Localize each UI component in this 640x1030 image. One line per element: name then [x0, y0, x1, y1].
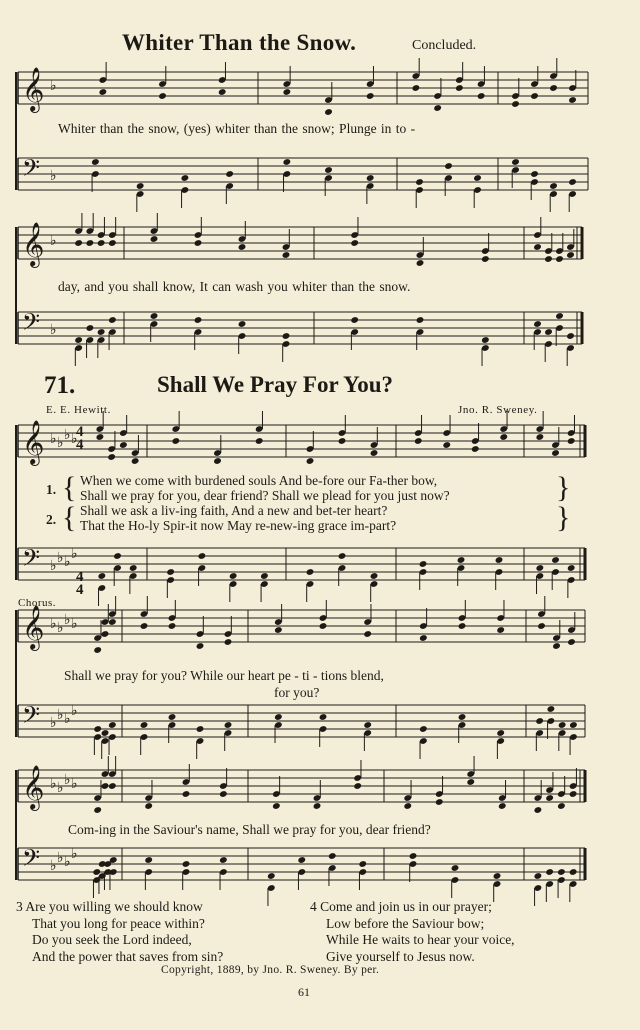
note-head: [403, 802, 412, 810]
note-head: [471, 445, 480, 453]
note-head: [549, 84, 558, 92]
note-head: [196, 725, 205, 733]
note-head: [194, 316, 203, 324]
note-head: [272, 802, 281, 810]
flat-sign-icon: ♭: [50, 78, 57, 94]
note-head: [274, 626, 283, 634]
note-head: [530, 92, 539, 100]
note-head: [457, 556, 466, 564]
note-head: [419, 560, 428, 568]
note-head: [481, 255, 490, 263]
note-head: [458, 713, 467, 721]
verse1-brace-right: }: [556, 471, 571, 504]
note-head: [93, 646, 102, 654]
note-head: [113, 552, 122, 560]
flat-sign-icon: ♭: [57, 550, 64, 566]
flat-sign-icon: ♭: [57, 780, 64, 796]
note-head: [414, 437, 423, 445]
note-head: [91, 158, 100, 166]
hymn1-concluded-note: Concluded.: [412, 38, 477, 53]
note-head: [101, 729, 110, 737]
note-head: [238, 320, 247, 328]
note-head: [218, 88, 227, 96]
note-head: [458, 622, 467, 630]
note-head: [455, 84, 464, 92]
note-head: [444, 162, 453, 170]
note-head: [97, 572, 106, 580]
note-head: [350, 239, 359, 247]
note-head: [419, 725, 428, 733]
note-head: [101, 782, 110, 790]
note-head: [168, 713, 177, 721]
chorus-label: Chorus.: [18, 597, 57, 609]
note-head: [477, 92, 486, 100]
verse2-line2: That the Ho-ly Spir-it now May re-new-ing grace im-part?: [80, 518, 397, 533]
note-head: [196, 642, 205, 650]
note-head: [535, 433, 544, 441]
note-head: [229, 572, 238, 580]
chorus-line1: Shall we pray for you? While our heart pe - ti - tions blend,: [64, 668, 384, 683]
treble-clef-icon: 𝄞: [22, 67, 45, 111]
stanza-4: 4 Come and join us in our prayer; Low before the Saviour bow; While He waits to hear your voice, Give yourself to Jesus now.: [310, 899, 515, 964]
bass-clef-icon: 𝄢: [22, 701, 41, 734]
note-head: [93, 806, 102, 814]
note-head: [511, 100, 520, 108]
note-head: [181, 174, 190, 182]
note-head: [535, 717, 544, 725]
note-head: [144, 802, 153, 810]
note-head: [358, 860, 367, 868]
note-head: [419, 634, 428, 642]
note-head: [567, 437, 576, 445]
verse2-number: 2.: [46, 512, 57, 527]
note-head: [511, 158, 520, 166]
note-head: [451, 864, 460, 872]
flat-sign-icon: ♭: [64, 612, 71, 628]
note-head: [93, 725, 102, 733]
flat-sign-icon: ♭: [64, 711, 71, 727]
time-signature: 4 4: [76, 424, 84, 453]
flat-sign-icon: ♭: [71, 616, 78, 632]
verse1-line1: When we come with burdened souls And be-fore our Fa-ther bow,: [80, 473, 438, 488]
note-head: [555, 312, 564, 320]
bass-clef-icon: 𝄢: [22, 544, 41, 577]
note-head: [473, 174, 482, 182]
verse2-brace-right: }: [556, 501, 571, 534]
flat-sign-icon: ♭: [50, 776, 57, 792]
note-head: [225, 170, 234, 178]
note-head: [150, 312, 159, 320]
note-head: [282, 251, 291, 259]
note-head: [551, 556, 560, 564]
note-head: [350, 316, 359, 324]
note-head: [499, 433, 508, 441]
stanza-3: 3 Are you willing we should know That you long for peace within? Do you seek the Lord indeed, And the power that saves from sin?: [16, 899, 224, 964]
treble-clef-icon: 𝄞: [22, 605, 45, 649]
flat-sign-icon: ♭: [50, 558, 57, 574]
flat-sign-icon: ♭: [64, 554, 71, 570]
note-head: [96, 433, 105, 441]
flat-sign-icon: ♭: [57, 850, 64, 866]
note-head: [415, 178, 424, 186]
note-head: [282, 88, 291, 96]
note-head: [433, 104, 442, 112]
note-head: [282, 158, 291, 166]
note-head: [338, 552, 347, 560]
hymn1-lyrics-line2: day, and you shall know, It can wash you whiter than the snow.: [58, 279, 411, 294]
note-head: [366, 92, 375, 100]
note-head: [498, 802, 507, 810]
flat-sign-icon: ♭: [50, 168, 57, 184]
bass-clef-icon: 𝄢: [22, 844, 41, 877]
note-head: [140, 721, 149, 729]
note-head: [442, 441, 451, 449]
bass-time-signature: 4 4: [76, 569, 84, 598]
chorus-echo: for you?: [274, 685, 320, 700]
hymn1-title: Whiter Than the Snow.: [122, 30, 357, 55]
note-head: [182, 790, 191, 798]
note-head: [129, 564, 138, 572]
note-head: [555, 255, 564, 263]
note-head: [533, 320, 542, 328]
verse2-line1: Shall we ask a liv-ing faith, And a new and bet-ter heart?: [80, 503, 388, 518]
note-head: [530, 170, 539, 178]
note-head: [568, 178, 577, 186]
note-head: [567, 638, 576, 646]
note-head: [297, 856, 306, 864]
flat-sign-icon: ♭: [71, 703, 78, 719]
treble-clef-icon: 𝄞: [22, 765, 45, 809]
note-head: [267, 872, 276, 880]
hymn2-number: 71.: [44, 372, 76, 399]
note-head: [370, 449, 379, 457]
note-head: [545, 794, 554, 802]
note-head: [74, 239, 83, 247]
flat-sign-icon: ♭: [50, 715, 57, 731]
note-head: [219, 790, 228, 798]
note-head: [108, 239, 117, 247]
note-head: [534, 872, 543, 880]
flat-sign-icon: ♭: [64, 427, 71, 443]
bass-clef-icon: 𝄢: [22, 154, 41, 187]
note-head: [495, 556, 504, 564]
note-head: [416, 316, 425, 324]
note-head: [150, 235, 159, 243]
note-head: [136, 182, 145, 190]
note-head: [108, 721, 117, 729]
note-head: [282, 332, 291, 340]
treble-clef-icon: 𝄞: [22, 420, 45, 464]
note-head: [569, 790, 578, 798]
note-head: [535, 564, 544, 572]
note-head: [140, 622, 149, 630]
copyright-notice: Copyright, 1889, by Jno. R. Sweney. By per.: [161, 964, 380, 976]
note-head: [566, 251, 575, 259]
note-head: [324, 108, 333, 116]
note-head: [558, 721, 567, 729]
note-head: [224, 638, 233, 646]
hymn2-composer: Jno. R. Sweney.: [458, 404, 538, 416]
note-head: [551, 449, 560, 457]
note-head: [168, 622, 177, 630]
note-head: [324, 166, 333, 174]
note-head: [107, 453, 116, 461]
note-head: [568, 96, 577, 104]
note-head: [557, 868, 566, 876]
bass-clef-icon: 𝄢: [22, 308, 41, 341]
note-head: [328, 852, 337, 860]
verse2-brace: {: [62, 501, 77, 534]
flat-sign-icon: ♭: [64, 854, 71, 870]
flat-sign-icon: ♭: [71, 776, 78, 792]
note-head: [493, 872, 502, 880]
hymn2-title: Shall We Pray For You?: [157, 372, 393, 397]
note-head: [86, 324, 95, 332]
note-head: [545, 868, 554, 876]
verse1-line2: Shall we pray for you, dear friend? Shall we plead for you just now?: [80, 488, 450, 503]
note-head: [363, 721, 372, 729]
note-head: [416, 259, 425, 267]
verse1-brace: {: [62, 471, 77, 504]
note-head: [98, 88, 107, 96]
note-head: [412, 84, 421, 92]
flat-sign-icon: ♭: [57, 435, 64, 451]
note-head: [567, 564, 576, 572]
note-head: [198, 552, 207, 560]
flat-sign-icon: ♭: [71, 546, 78, 562]
note-head: [171, 437, 180, 445]
treble-clef-icon: 𝄞: [22, 222, 45, 266]
note-head: [533, 243, 542, 251]
note-head: [435, 798, 444, 806]
note-head: [166, 568, 175, 576]
hymn1-lyrics-line1: Whiter than the snow, (yes) whiter than the snow; Plunge in to -: [58, 121, 416, 136]
flat-sign-icon: ♭: [64, 772, 71, 788]
note-head: [569, 868, 578, 876]
note-head: [496, 729, 505, 737]
note-head: [549, 182, 558, 190]
flat-sign-icon: ♭: [71, 431, 78, 447]
note-head: [119, 441, 128, 449]
flat-sign-icon: ♭: [50, 431, 57, 447]
flat-sign-icon: ♭: [50, 233, 57, 249]
note-head: [108, 316, 117, 324]
note-head: [260, 572, 269, 580]
note-head: [544, 328, 553, 336]
note-head: [213, 457, 222, 465]
flat-sign-icon: ♭: [50, 858, 57, 874]
note-head: [255, 437, 264, 445]
note-head: [409, 852, 418, 860]
note-head: [97, 239, 106, 247]
note-head: [557, 802, 566, 810]
hymn2-author: E. E. Hewitt.: [46, 404, 111, 416]
note-head: [274, 713, 283, 721]
flat-sign-icon: ♭: [50, 322, 57, 338]
note-head: [101, 630, 110, 638]
note-head: [366, 174, 375, 182]
note-head: [481, 336, 490, 344]
note-head: [97, 328, 106, 336]
note-head: [158, 92, 167, 100]
flat-sign-icon: ♭: [57, 620, 64, 636]
note-head: [194, 239, 203, 247]
note-head: [224, 721, 233, 729]
note-head: [496, 626, 505, 634]
note-head: [552, 642, 561, 650]
note-head: [108, 618, 117, 626]
note-head: [544, 255, 553, 263]
note-head: [144, 856, 153, 864]
note-head: [313, 802, 322, 810]
note-head: [537, 622, 546, 630]
page-number: 61: [298, 985, 310, 999]
verse1-number: 1.: [46, 482, 57, 497]
note-head: [363, 630, 372, 638]
note-head: [86, 239, 95, 247]
note-head: [74, 336, 83, 344]
note-head: [238, 243, 247, 251]
note-head: [566, 332, 575, 340]
flat-sign-icon: ♭: [50, 616, 57, 632]
note-head: [131, 457, 140, 465]
note-head: [547, 705, 556, 713]
note-head: [306, 568, 315, 576]
flat-sign-icon: ♭: [71, 846, 78, 862]
note-head: [534, 806, 543, 814]
chorus-line2: Com-ing in the Saviour's name, Shall we pray for you, dear friend?: [68, 822, 431, 837]
note-head: [108, 782, 117, 790]
note-head: [569, 721, 578, 729]
note-head: [219, 856, 228, 864]
note-head: [370, 572, 379, 580]
note-head: [182, 860, 191, 868]
flat-sign-icon: ♭: [57, 707, 64, 723]
note-head: [319, 713, 328, 721]
note-head: [466, 778, 475, 786]
note-head: [306, 457, 315, 465]
note-head: [319, 622, 328, 630]
note-head: [353, 782, 362, 790]
note-head: [338, 437, 347, 445]
